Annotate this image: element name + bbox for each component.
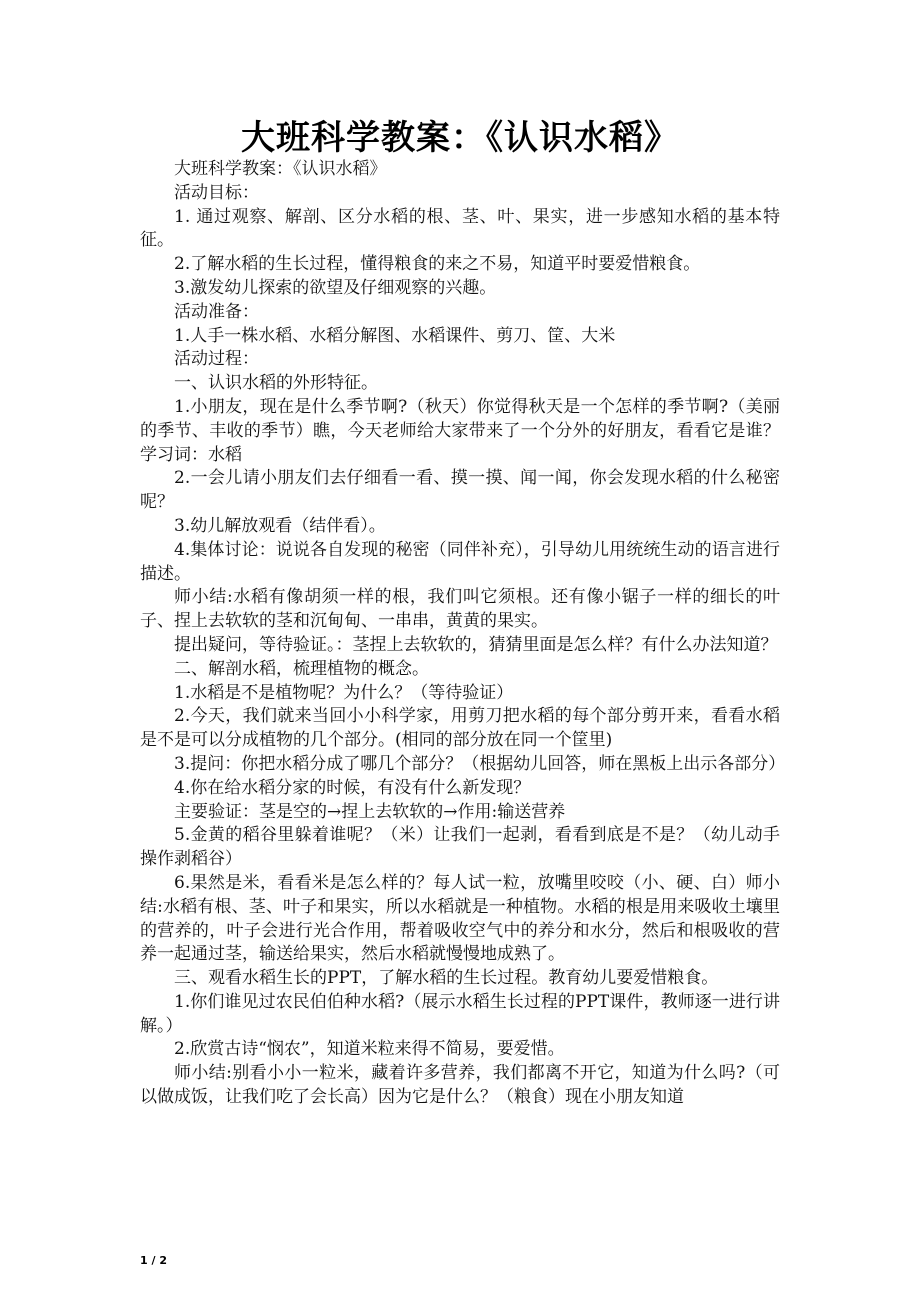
paragraph: 2.一会儿请小朋友们去仔细看一看、摸一摸、闻一闻，你会发现水稻的什么秘密呢？ — [140, 468, 780, 513]
paragraph: 活动准备： — [174, 301, 259, 322]
paragraph: 3.激发幼儿探索的欲望及仔细观察的兴趣。 — [174, 277, 497, 298]
paragraph: 3.提问：你把水稻分成了哪几个部分？（根据幼儿回答，师在黑板上出示各部分） — [174, 753, 786, 774]
paragraph: 主要验证：茎是空的→捏上去软软的→作用:输送营养 — [174, 801, 566, 822]
document-body — [140, 158, 786, 1110]
paragraph: 1.人手一株水稻、水稻分解图、水稻课件、剪刀、筐、大米 — [174, 325, 616, 346]
paragraph: 1.你们谁见过农民伯伯种水稻?（展示水稻生长过程的PPT课件，教师逐一进行讲解。） — [140, 991, 780, 1036]
paragraph: 大班科学教案：《认识水稻》 — [174, 159, 387, 179]
paragraph: 二、解剖水稻，梳理植物的概念。 — [174, 658, 429, 679]
paragraph: 活动过程： — [174, 349, 259, 370]
paragraph: 1.水稻是不是植物呢？为什么？（等待验证） — [174, 682, 514, 703]
paragraph: 2.欣赏古诗“悯农”，知道米粒来得不简易，要爱惜。 — [174, 1039, 565, 1060]
paragraph: 2.今天，我们就来当回小小科学家，用剪刀把水稻的每个部分剪开来，看看水稻是不是可以分成植物的几个部分。(相同的部分放在同一个筐里) — [140, 706, 780, 751]
paragraph: 4.集体讨论：说说各自发现的秘密（同伴补充），引导幼儿用统统生动的语言进行描述。 — [140, 539, 780, 584]
paragraph: 活动目标： — [174, 182, 259, 203]
paragraph: 2.了解水稻的生长过程，懂得粮食的来之不易，知道平时要爱惜粮食。 — [174, 254, 701, 275]
paragraph: 一、认识水稻的外形特征。 — [174, 373, 378, 394]
paragraph: 1. 通过观察、解剖、区分水稻的根、茎、叶、果实，进一步感知水稻的基本特征。 — [140, 206, 780, 251]
page-title: 大班科学教案：《认识水稻》 — [241, 118, 679, 158]
paragraph: 4.你在给水稻分家的时候，有没有什么新发现？ — [174, 777, 531, 798]
paragraph: 3.幼儿解放观看（结伴看）。 — [174, 515, 386, 536]
paragraph: 6.果然是米，看看米是怎么样的？每人试一粒，放嘴里咬咬（小、硬、白）师小结:水稻有根、茎、叶子和果实，所以水稻就是一种植物。水稻的根是用来吸收土壤里的营养的，叶子会进行光合作用，帮着吸收空气中的养分和水分，然后和根吸收的营养一起通过茎，输送给果实，然后水稻就慢慢地成熟了。 — [140, 872, 780, 965]
paragraph: 三、观看水稻生长的PPT，了解水稻的生长过程。教育幼儿要爱惜粮食。 — [174, 968, 719, 989]
paragraph: 1.小朋友，现在是什么季节啊?（秋天）你觉得秋天是一个怎样的季节啊?（美丽的季节、丰收的季节）瞧，今天老师给大家带来了一个分外的好朋友，看看它是谁？学习词：水稻 — [140, 396, 780, 465]
paragraph: 5.金黄的稻谷里躲着谁呢？（米）让我们一起剥，看看到底是不是？（幼儿动手操作剥稻谷） — [140, 825, 780, 870]
page-number: 1 / 2 — [140, 1254, 167, 1267]
paragraph: 师小结:水稻有像胡须一样的根，我们叫它须根。还有像小锯子一样的细长的叶子、捏上去软软的茎和沉甸甸、一串串，黄黄的果实。 — [140, 587, 780, 632]
paragraph: 师小结:别看小小一粒米，藏着许多营养，我们都离不开它，知道为什么吗?（可以做成饭，让我们吃了会长高）因为它是什么？（粮食）现在小朋友知道 — [140, 1063, 780, 1108]
paragraph: 提出疑问，等待验证。：茎捏上去软软的，猜猜里面是怎么样？有什么办法知道？ — [174, 634, 778, 655]
